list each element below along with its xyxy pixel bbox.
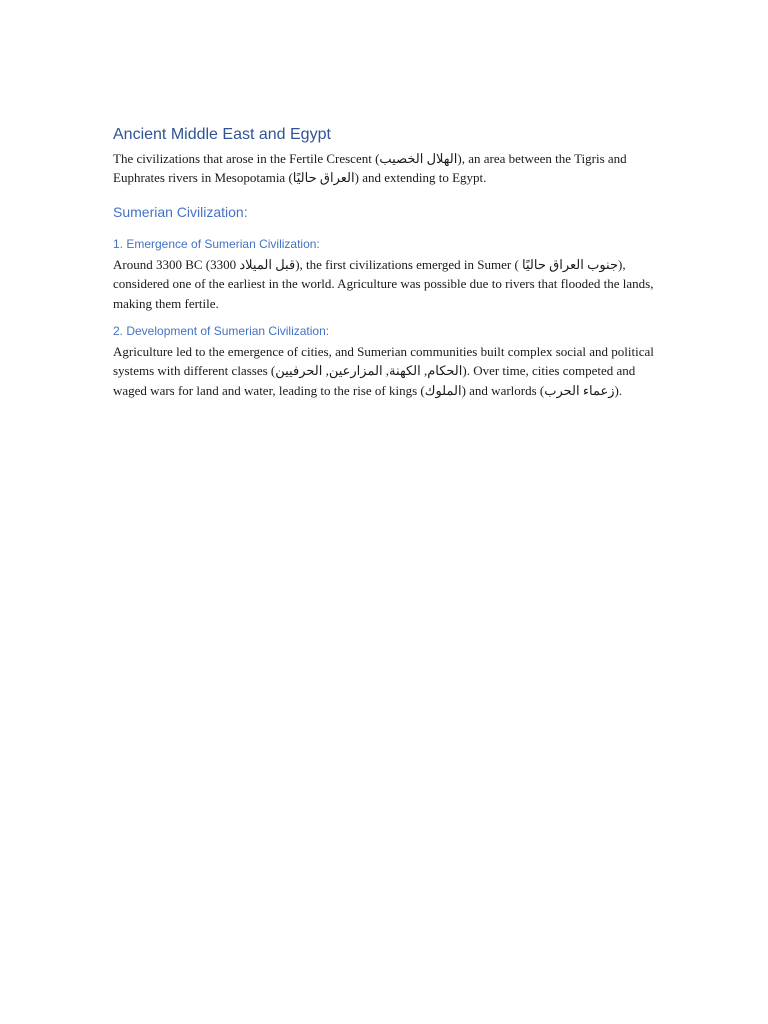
subsection-development bbox=[113, 323, 663, 400]
subsection-heading: 2. Development of Sumerian Civilization: bbox=[113, 324, 330, 339]
subsection-heading: 1. Emergence of Sumerian Civilization: bbox=[113, 236, 320, 251]
subsection-body: Agriculture led to the emergence of cities, and Sumerian communities built complex social and political systems with different classes (الحكام, الكهنة, المزارعين, الحرفيين). Over time, cities competed and waged wars for land and water, leading to the rise of kings (الملوك) and warlords (زعماء الحرب). bbox=[113, 344, 654, 398]
subsection-emergence bbox=[113, 236, 663, 313]
document-title: Ancient Middle East and Egypt bbox=[113, 126, 331, 143]
section-heading: Sumerian Civilization: bbox=[113, 203, 248, 220]
document-page bbox=[113, 124, 663, 410]
intro-paragraph: The civilizations that arose in the Fertile Crescent (الهلال الخصيب), an area between the Tigris and Euphrates rivers in Mesopotamia (العراق حاليًا) and extending to Egypt. bbox=[113, 151, 627, 186]
subsection-body: Around 3300 BC (3300 قبل الميلاد), the first civilizations emerged in Sumer ( جنوب العراق حاليًا), considered one of the earliest in the world. Agriculture was possible due to rivers that flooded the lands, making them fertile. bbox=[113, 256, 654, 311]
